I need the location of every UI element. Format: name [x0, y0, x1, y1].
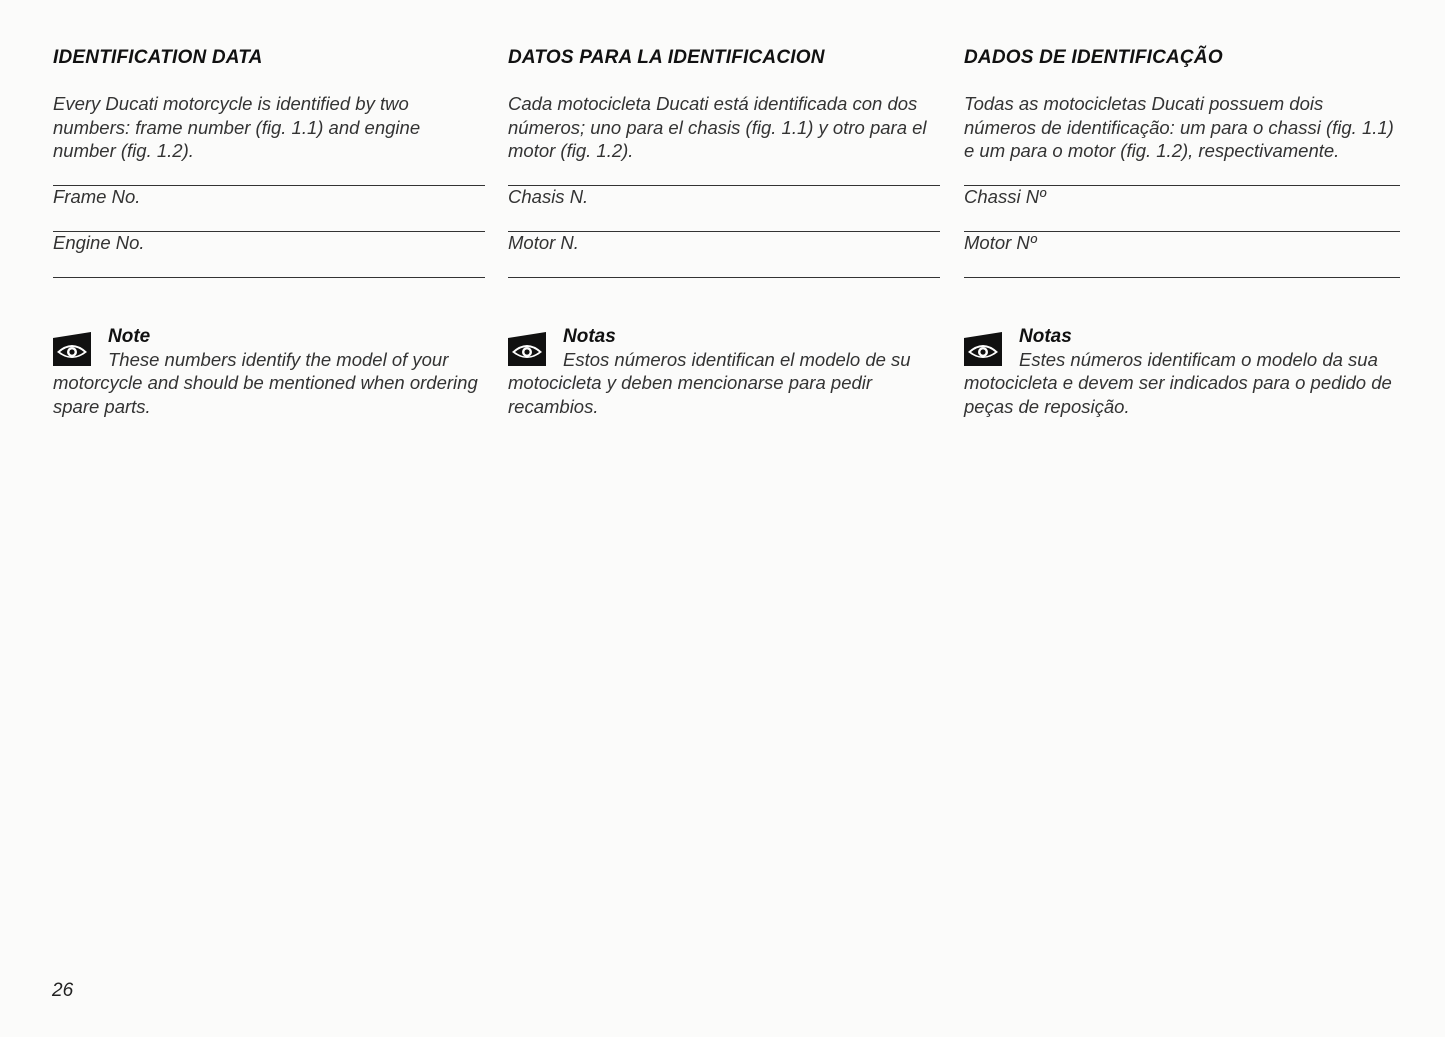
eye-icon	[53, 332, 91, 366]
note-title: Note	[108, 325, 151, 347]
field-list	[964, 185, 1400, 279]
field-list	[508, 185, 940, 279]
field-divider	[508, 277, 940, 279]
intro-paragraph: Every Ducati motorcycle is identified by two numbers: frame number (fig. 1.1) and engine number (fig. 1.2).	[53, 93, 421, 161]
frame-number-field: Frame No.	[53, 185, 485, 231]
section-heading: IDENTIFICATION DATA	[53, 47, 263, 68]
field-divider	[964, 277, 1400, 279]
intro-paragraph: Cada motocicleta Ducati está identificada con dos números; uno para el chasis (fig. 1.1) y otro para el motor (fig. 1.2).	[508, 93, 927, 161]
note-box	[964, 325, 1400, 419]
note-box	[53, 325, 485, 419]
section-heading: DATOS PARA LA IDENTIFICACION	[508, 47, 825, 68]
note-title: Notas	[1019, 325, 1072, 347]
page-number: 26	[52, 980, 74, 1001]
chassis-number-field: Chasis N.	[508, 185, 940, 231]
note-box	[508, 325, 940, 419]
field-divider	[53, 277, 485, 279]
motor-number-field: Motor N.	[508, 231, 940, 277]
column-portuguese	[964, 44, 1400, 418]
note-body: Estos números identifican el modelo de su motocicleta y deben mencionarse para pedir recambios.	[508, 348, 911, 417]
intro-paragraph: Todas as motocicletas Ducati possuem dois números de identificação: um para o chassi (fig. 1.1) e um para o motor (fig. 1.2), respectivamente.	[964, 93, 1394, 161]
section-heading: DADOS DE IDENTIFICAÇÃO	[964, 47, 1223, 68]
chassis-number-field: Chassi Nº	[964, 185, 1400, 231]
note-body: These numbers identify the model of your motorcycle and should be mentioned when ordering spare parts.	[53, 348, 478, 417]
note-body: Estes números identificam o modelo da sua motocicleta e devem ser indicados para o pedido de peças de reposição.	[964, 348, 1392, 417]
eye-icon	[508, 332, 546, 366]
eye-icon	[964, 332, 1002, 366]
column-spanish	[508, 44, 940, 418]
engine-number-field: Engine No.	[53, 231, 485, 277]
motor-number-field: Motor Nº	[964, 231, 1400, 277]
field-list	[53, 185, 485, 279]
note-title: Notas	[563, 325, 616, 347]
column-english	[53, 44, 485, 418]
